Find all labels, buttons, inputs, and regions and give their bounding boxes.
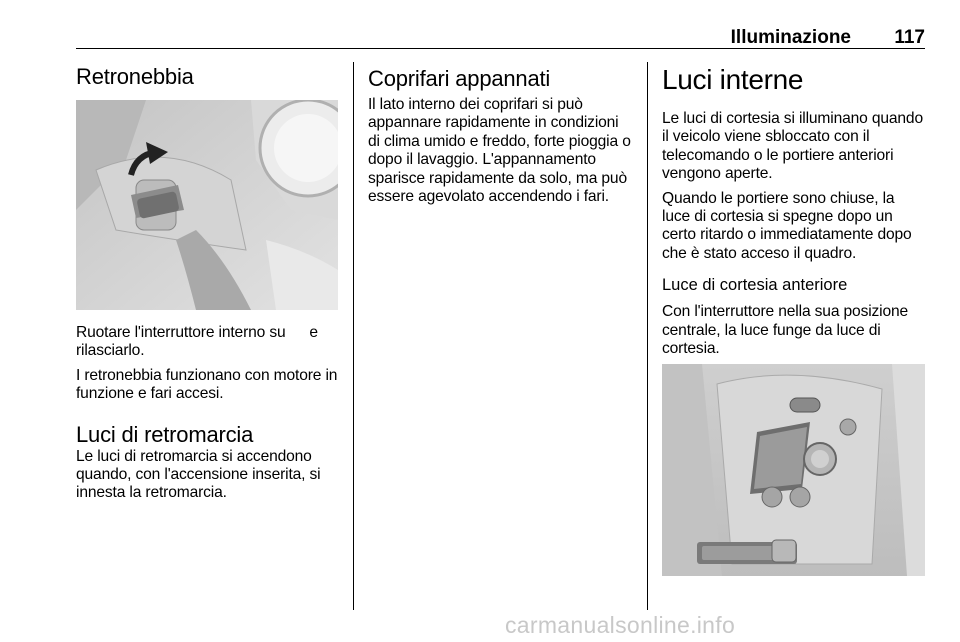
heading-interior-lights: Luci interne	[662, 64, 804, 95]
column-1	[76, 62, 338, 90]
courtesy-light-illustration	[662, 364, 925, 576]
column-1-text	[76, 324, 338, 503]
page-header	[76, 20, 925, 49]
heading-fogged-covers: Coprifari appannati	[368, 66, 551, 91]
paragraph-front-courtesy: Con l'interruttore nella sua posizione centrale, la luce funge da luce di cortesia.	[662, 303, 909, 358]
column-2	[368, 62, 632, 206]
paragraph-courtesy-off: Quando le portiere sono chiuse, la luce di cortesia si spegne dopo un certo ritardo o immediatamente dopo che è stato acceso il quadro.	[662, 189, 912, 262]
paragraph-courtesy-on: Le luci di cortesia si illuminano quando il veicolo viene sbloccato con il telecomando o le portiere anteriori vengono aperte.	[662, 110, 923, 183]
watermark: carmanualsonline.info	[505, 612, 736, 638]
column-divider-2	[647, 62, 648, 610]
paragraph-fog-function: I retronebbia funzionano con motore in funzione e fari accesi.	[76, 366, 338, 403]
rear-fog-switch-illustration	[76, 100, 338, 310]
column-divider-1	[353, 62, 354, 610]
paragraph-reverse-lights: Le luci di retromarcia si accendono quando, con l'accensione inserita, si innesta la retromarcia.	[76, 447, 321, 502]
paragraph-rotate-switch: Ruotare l'interruttore interno su e rilasciarlo.	[76, 324, 318, 360]
heading-retronebbia: Retronebbia	[76, 64, 194, 89]
column-3	[662, 62, 926, 358]
section-title: Illuminazione	[730, 27, 851, 48]
heading-reverse-lights: Luci di retromarcia	[76, 421, 254, 447]
page-number: 117	[894, 27, 925, 48]
subheading-front-courtesy: Luce di cortesia anteriore	[662, 276, 848, 295]
paragraph-fogged-covers: Il lato interno dei coprifari si può appannare rapidamente in condizioni di clima umido e freddo, forte pioggia o dopo il lavaggio. L'appannamento sparisce rapidamente da solo, ma può essere agevolato accendendo i fari.	[368, 96, 631, 206]
